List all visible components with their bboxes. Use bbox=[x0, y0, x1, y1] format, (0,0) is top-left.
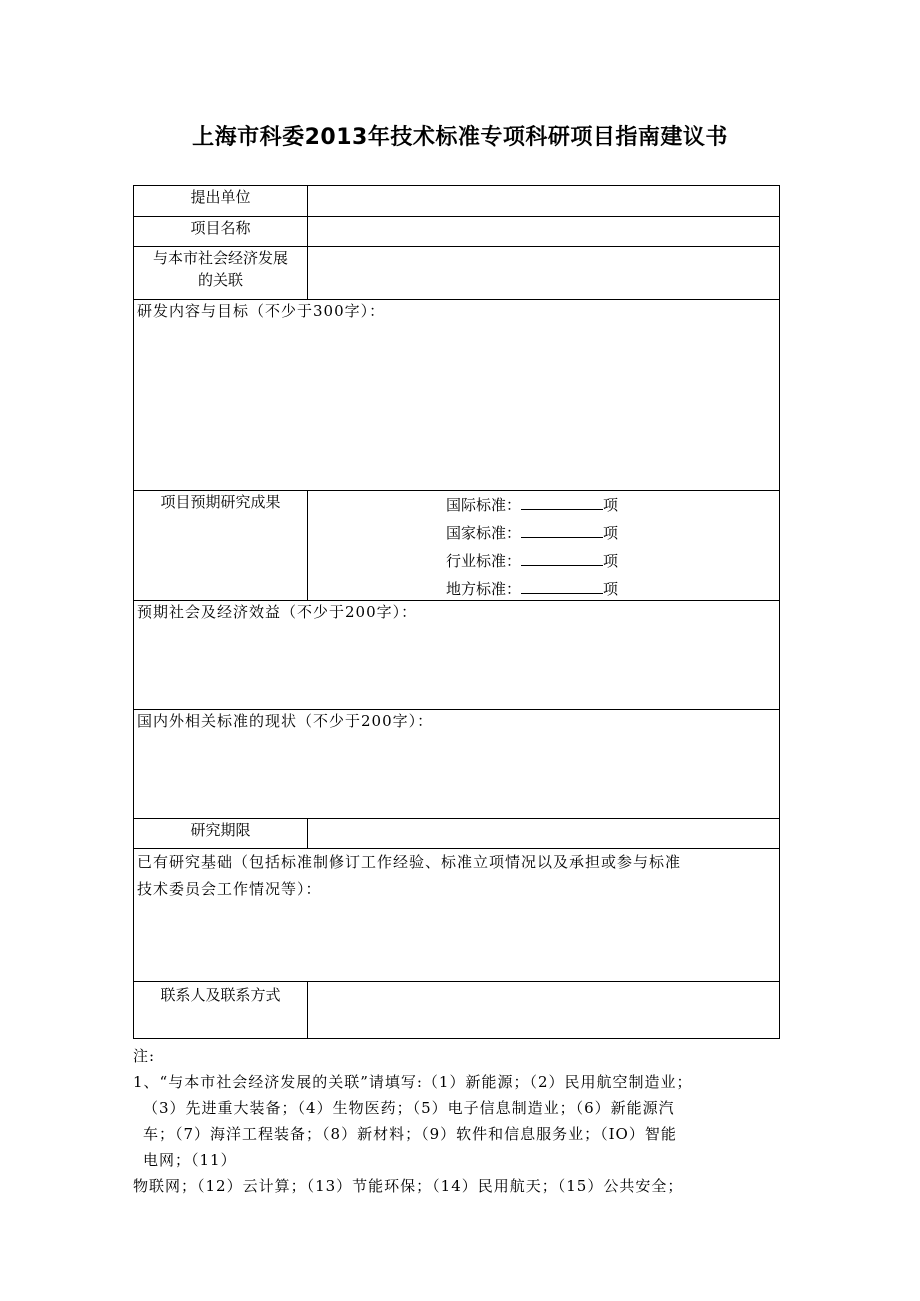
relation-label bbox=[134, 247, 308, 300]
standard-count-blank[interactable] bbox=[521, 549, 603, 566]
research-content-label: 研发内容与目标（不少于300字）： bbox=[137, 302, 386, 320]
relation-label-line2: 的关联 bbox=[197, 271, 243, 289]
foundation-label-line2: 技术委员会工作情况等）： bbox=[137, 880, 322, 898]
note-line: 车；（7）海洋工程装备；（8）新材料；（9）软件和信息服务业；（IO）智能 bbox=[143, 1125, 677, 1143]
research-content-field[interactable] bbox=[134, 300, 780, 491]
standard-unit: 项 bbox=[603, 496, 619, 514]
standards-status-label: 国内外相关标准的现状（不少于200字）： bbox=[137, 712, 434, 730]
relation-label-line1: 与本市社会经济发展 bbox=[152, 249, 288, 267]
row-research-content bbox=[134, 300, 780, 491]
row-contact bbox=[134, 982, 780, 1039]
contact-label: 联系人及联系方式 bbox=[134, 982, 308, 1039]
row-benefits bbox=[134, 601, 780, 710]
notes-heading: 注: bbox=[133, 1047, 156, 1065]
page-title: 上海市科委2013年技术标准专项科研项目指南建议书 bbox=[192, 125, 728, 150]
notes-section bbox=[133, 1043, 783, 1199]
period-field[interactable] bbox=[308, 819, 780, 849]
standard-count-blank[interactable] bbox=[521, 577, 603, 594]
standard-line-local bbox=[446, 577, 618, 600]
benefits-label: 预期社会及经济效益（不少于200字）： bbox=[137, 603, 418, 621]
foundation-field[interactable] bbox=[134, 849, 780, 982]
row-project-name bbox=[134, 217, 780, 247]
standard-count-blank[interactable] bbox=[521, 521, 603, 538]
standard-label: 国际标准： bbox=[446, 496, 522, 514]
note-line: 1、“与本市社会经济发展的关联”请填写:（1）新能源；（2）民用航空制造业； bbox=[133, 1073, 693, 1091]
expected-results-label: 项目预期研究成果 bbox=[134, 491, 308, 601]
row-period bbox=[134, 819, 780, 849]
standards-status-field[interactable] bbox=[134, 710, 780, 819]
project-name-field[interactable] bbox=[308, 217, 780, 247]
note-line: （3）先进重大装备；（4）生物医药；（5）电子信息制造业；（6）新能源汽 bbox=[143, 1099, 675, 1117]
note-line: 电网；（11） bbox=[143, 1151, 237, 1169]
row-foundation bbox=[134, 849, 780, 982]
project-name-label: 项目名称 bbox=[134, 217, 308, 247]
proposal-form-table bbox=[133, 185, 780, 1039]
standard-label: 行业标准： bbox=[446, 552, 522, 570]
submit-unit-label: 提出单位 bbox=[134, 186, 308, 217]
row-relation bbox=[134, 247, 780, 300]
standard-count-blank[interactable] bbox=[521, 493, 603, 510]
foundation-label-line1: 已有研究基础（包括标准制修订工作经验、标准立项情况以及承担或参与标准 bbox=[137, 853, 682, 871]
row-submit-unit bbox=[134, 186, 780, 217]
note-line: 物联网；（12）云计算；（13）节能环保；（14）民用航天；（15）公共安全； bbox=[133, 1177, 684, 1195]
standard-unit: 项 bbox=[603, 552, 619, 570]
row-expected-results bbox=[134, 491, 780, 601]
relation-field[interactable] bbox=[308, 247, 780, 300]
standard-line-national bbox=[446, 521, 618, 544]
contact-field[interactable] bbox=[308, 982, 780, 1039]
standard-label: 地方标准： bbox=[446, 580, 522, 598]
standard-label: 国家标准： bbox=[446, 524, 522, 542]
row-standards-status bbox=[134, 710, 780, 819]
submit-unit-field[interactable] bbox=[308, 186, 780, 217]
standard-unit: 项 bbox=[603, 580, 619, 598]
standard-line-industry bbox=[446, 549, 618, 572]
standards-cell bbox=[308, 491, 780, 601]
benefits-field[interactable] bbox=[134, 601, 780, 710]
standard-unit: 项 bbox=[603, 524, 619, 542]
standard-line-international bbox=[446, 493, 618, 516]
period-label: 研究期限 bbox=[134, 819, 308, 849]
